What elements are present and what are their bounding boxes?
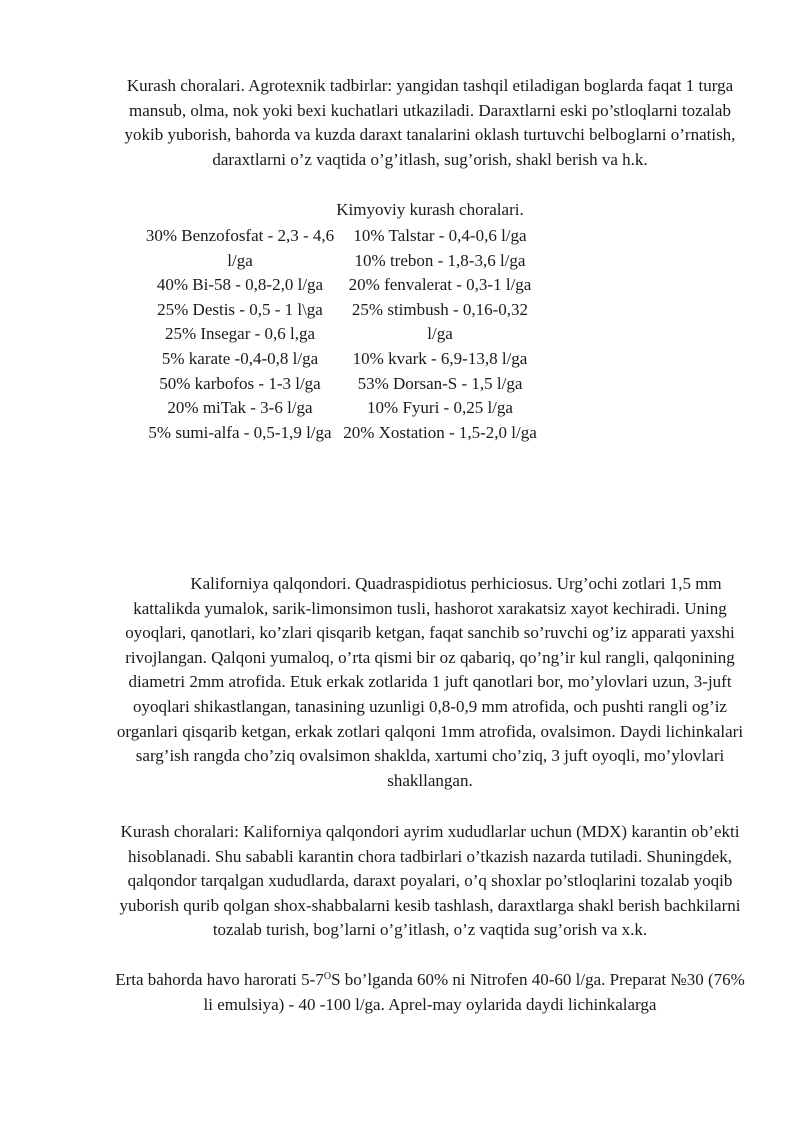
spring-treatment-paragraph [110, 968, 750, 1017]
pesticide-item: 25% Insegar - 0,6 l,ga [164, 324, 316, 344]
pesticide-item: 5% karate -0,4-0,8 l/ga [161, 348, 319, 368]
pesticide-item: 10% kvark - 6,9-13,8 l/ga [352, 348, 528, 368]
pesticide-item: 50% karbofos - 1-3 l/ga [159, 373, 321, 393]
pesticide-item: 5% sumi-alfa - 0,5-1,9 l/ga [148, 422, 332, 442]
degree-superscript: O [323, 971, 332, 982]
pesticide-item: 10% trebon - 1,8-3,6 l/ga [354, 250, 526, 270]
pesticide-item: 40% Bi-58 - 0,8-2,0 l/ga [156, 275, 324, 295]
control-measures-paragraph: Kurash choralari: Kaliforniya qalqondori ayrim xududlarlar uchun (MDX) karantin ob’ekti hisoblanadi. Shu sababli karantin chora tadbirlari o’tkazish nazarda tutiladi. Shuningdek, qalqondor tarqalgan xududlarda, daraxt poyalari, o’q shoxlar po’stloqlarini tozalab yoqib yuborish qurib qolgan shox-shabbalarni kesib tashlash, daraxtlarga shakl berish bachkilarni tozalab turish, bog’larni o’g’itlash, o’z vaqtida sug’orish va x.k. [119, 822, 741, 940]
spring-text-end: S bo’lganda 60% ni Nitrofen 40-60 l/ga. Preparat №30 (76% li emulsiya) - 40 -100 l/ga. Aprel-may oylarida daydi lichinkalarga [203, 970, 745, 1014]
pesticide-item: 25% stimbush - 0,16-0,32 l/ga [351, 299, 529, 344]
california-scale-text: Kaliforniya qalqondori. Quadraspidiotus perhiciosus. Urg’ochi zotlari 1,5 mm kattalikda yumalok, sarik-limonsimon tusli, hashorot xarakatsiz xayot kechiradi. Uning oyoqlari, qanotlari, ko’zlari qisqarib ketgan, faqat sanchib so’ruvchi og’iz apparati yaxshi rivojlangan. Qalqoni yumaloq, o’rta qismi bir oz qabariq, qo’ng’ir kul rangli, qalqonining diametri 2mm atrofida. Etuk erkak zotlarida 1 juft qanotlari bor, mo’ylovlari uzun, 3-juft oyoqlari shikastlangan, tanasining uzunligi 0,8-0,9 mm atrofida, och pushti rangli og’iz organlari qisqarib ketgan, erkak zotlari qalqoni 1mm atrofida, ovalsimon. Daydi lichinkalari sarg’ish rangda cho’ziq ovalsimon shaklda, xartumi cho’ziq, 3 juft oyoqli, mo’ylovlari shakllangan. [116, 574, 744, 790]
california-scale-paragraph [110, 572, 750, 793]
pesticide-item: 30% Benzofosfat - 2,3 - 4,6 l/ga [145, 226, 335, 270]
pesticide-list-right [340, 224, 540, 445]
pesticide-item: 53% Dorsan-S - 1,5 l/ga [357, 373, 523, 393]
pesticide-item: 10% Talstar - 0,4-0,6 l/ga [353, 226, 527, 245]
intro-paragraph: Kurash choralari. Agrotexnik tadbirlar: yangidan tashqil etiladigan boglarda faqat 1 turga mansub, olma, nok yoki bexi kuchatlari utkaziladi. Daraxtlarni eski po’stloqlarni tozalab yokib yuborish, bahorda va kuzda daraxt tanalarini oklash turtuvchi belboglarni o’rnatish, daraxtlarni o’z vaqtida o’g’itlash, sug’orish, shakl berish va h.k. [124, 76, 736, 169]
chemical-control-heading: Kimyoviy kurash choralari. [336, 200, 524, 219]
pesticide-item: 20% miTak - 3-6 l/ga [167, 398, 313, 418]
pesticide-item: 20% Xostation - 1,5-2,0 l/ga [343, 422, 537, 442]
pesticide-item: 25% Destis - 0,5 - 1 l\ga [157, 299, 323, 319]
pesticide-item: 10% Fyuri - 0,25 l/ga [367, 398, 513, 418]
spring-text-start: Erta bahorda havo harorati 5-7 [115, 970, 324, 989]
pesticide-list-left [140, 224, 340, 445]
pesticide-item: 20% fenvalerat - 0,3-1 l/ga [348, 275, 532, 295]
